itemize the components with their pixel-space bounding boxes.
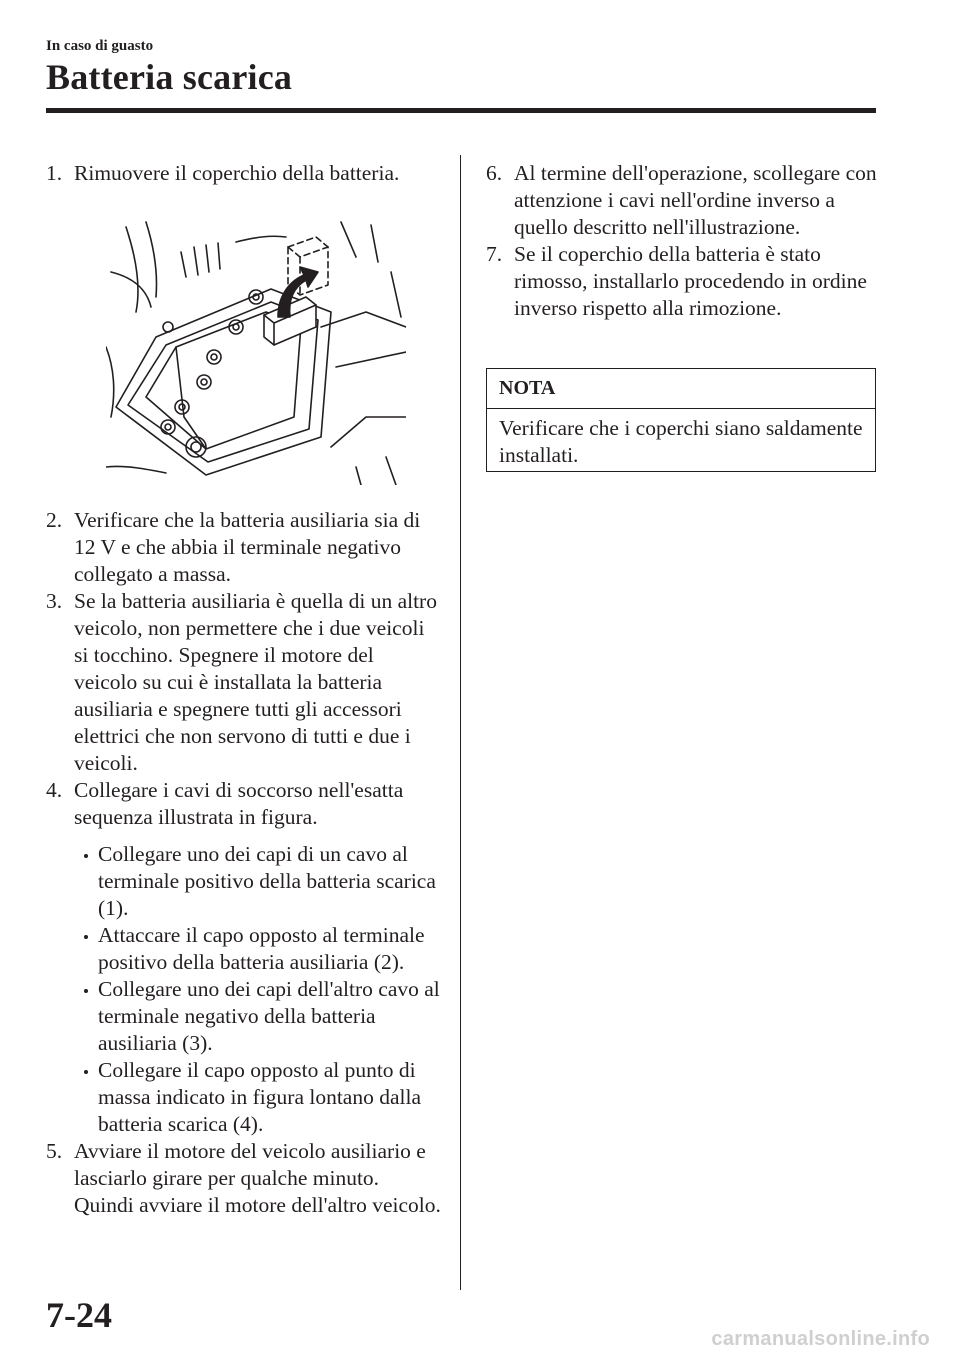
watermark: carmanualsonline.info: [711, 1328, 930, 1350]
battery-figure: [106, 217, 406, 485]
bullet-item: [46, 922, 441, 976]
left-column: [46, 160, 441, 1219]
section-label: In caso di guasto: [46, 38, 154, 54]
bullet-item: [46, 1057, 441, 1138]
bullet-text: Collegare uno dei capi dell'altro cavo al terminale negativo della batteria ausiliaria (3).: [98, 977, 440, 1055]
step-3: [46, 588, 441, 777]
step-6: [486, 160, 878, 241]
step-text: Se la batteria ausiliaria è quella di un altro veicolo, non permettere che i due veicoli si tocchino. Spegnere il motore del veicolo su cui è installata la batteria ausiliaria e spegnere tutti gli accessori elettrici che non servono di tutti e due i veicoli.: [74, 589, 437, 775]
step-text: Se il coperchio della batteria è stato rimosso, installarlo procedendo in ordine inverso rispetto alla rimozione.: [514, 242, 867, 320]
bullet-text: Attaccare il capo opposto al terminale positivo della batteria ausiliaria (2).: [98, 923, 425, 974]
bullet-dot-icon: [84, 854, 88, 858]
step-text: Avviare il motore del veicolo ausiliario e lasciarlo girare per qualche minuto. Quindi avviare il motore dell'altro veicolo.: [74, 1139, 441, 1217]
step-4-bullets: [46, 841, 441, 1138]
step-5: [46, 1138, 441, 1219]
bullet-dot-icon: [84, 989, 88, 993]
title-rule: [46, 108, 876, 113]
step-4: [46, 777, 441, 831]
bullet-text: Collegare il capo opposto al punto di massa indicato in figura lontano dalla batteria scarica (4).: [98, 1058, 422, 1136]
battery-cover-removal-illustration: [106, 217, 406, 485]
step-7: [486, 241, 878, 322]
bullet-dot-icon: [84, 935, 88, 939]
step-text: Al termine dell'operazione, scollegare con attenzione i cavi nell'ordine inverso a quello descritto nell'illustrazione.: [514, 161, 877, 239]
step-number: 3.: [46, 589, 63, 613]
step-number: 2.: [46, 508, 63, 532]
step-number: 6.: [486, 161, 503, 185]
note-text: Verificare che i coperchi siano saldamente installati.: [499, 416, 863, 467]
step-text: Verificare che la batteria ausiliaria sia di 12 V e che abbia il terminale negativo collegato a massa.: [74, 508, 421, 586]
column-divider: [460, 155, 461, 1290]
note-box: [486, 368, 876, 472]
page-number: 7-24: [46, 1295, 112, 1335]
bullet-item: [46, 976, 441, 1057]
step-number: 5.: [46, 1139, 63, 1163]
bullet-text: Collegare uno dei capi di un cavo al terminale positivo della batteria scarica (1).: [98, 842, 436, 920]
page-title: Batteria scarica: [46, 57, 293, 97]
step-2: [46, 507, 441, 588]
bullet-dot-icon: [84, 1070, 88, 1074]
step-number: 1.: [46, 161, 63, 185]
right-column: [486, 160, 878, 322]
bullet-item: [46, 841, 441, 922]
note-title: NOTA: [487, 369, 875, 409]
step-number: 4.: [46, 778, 63, 802]
step-text: Collegare i cavi di soccorso nell'esatta sequenza illustrata in figura.: [74, 778, 404, 829]
step-number: 7.: [486, 242, 503, 266]
step-text: Rimuovere il coperchio della batteria.: [74, 161, 400, 185]
step-1: [46, 160, 441, 187]
